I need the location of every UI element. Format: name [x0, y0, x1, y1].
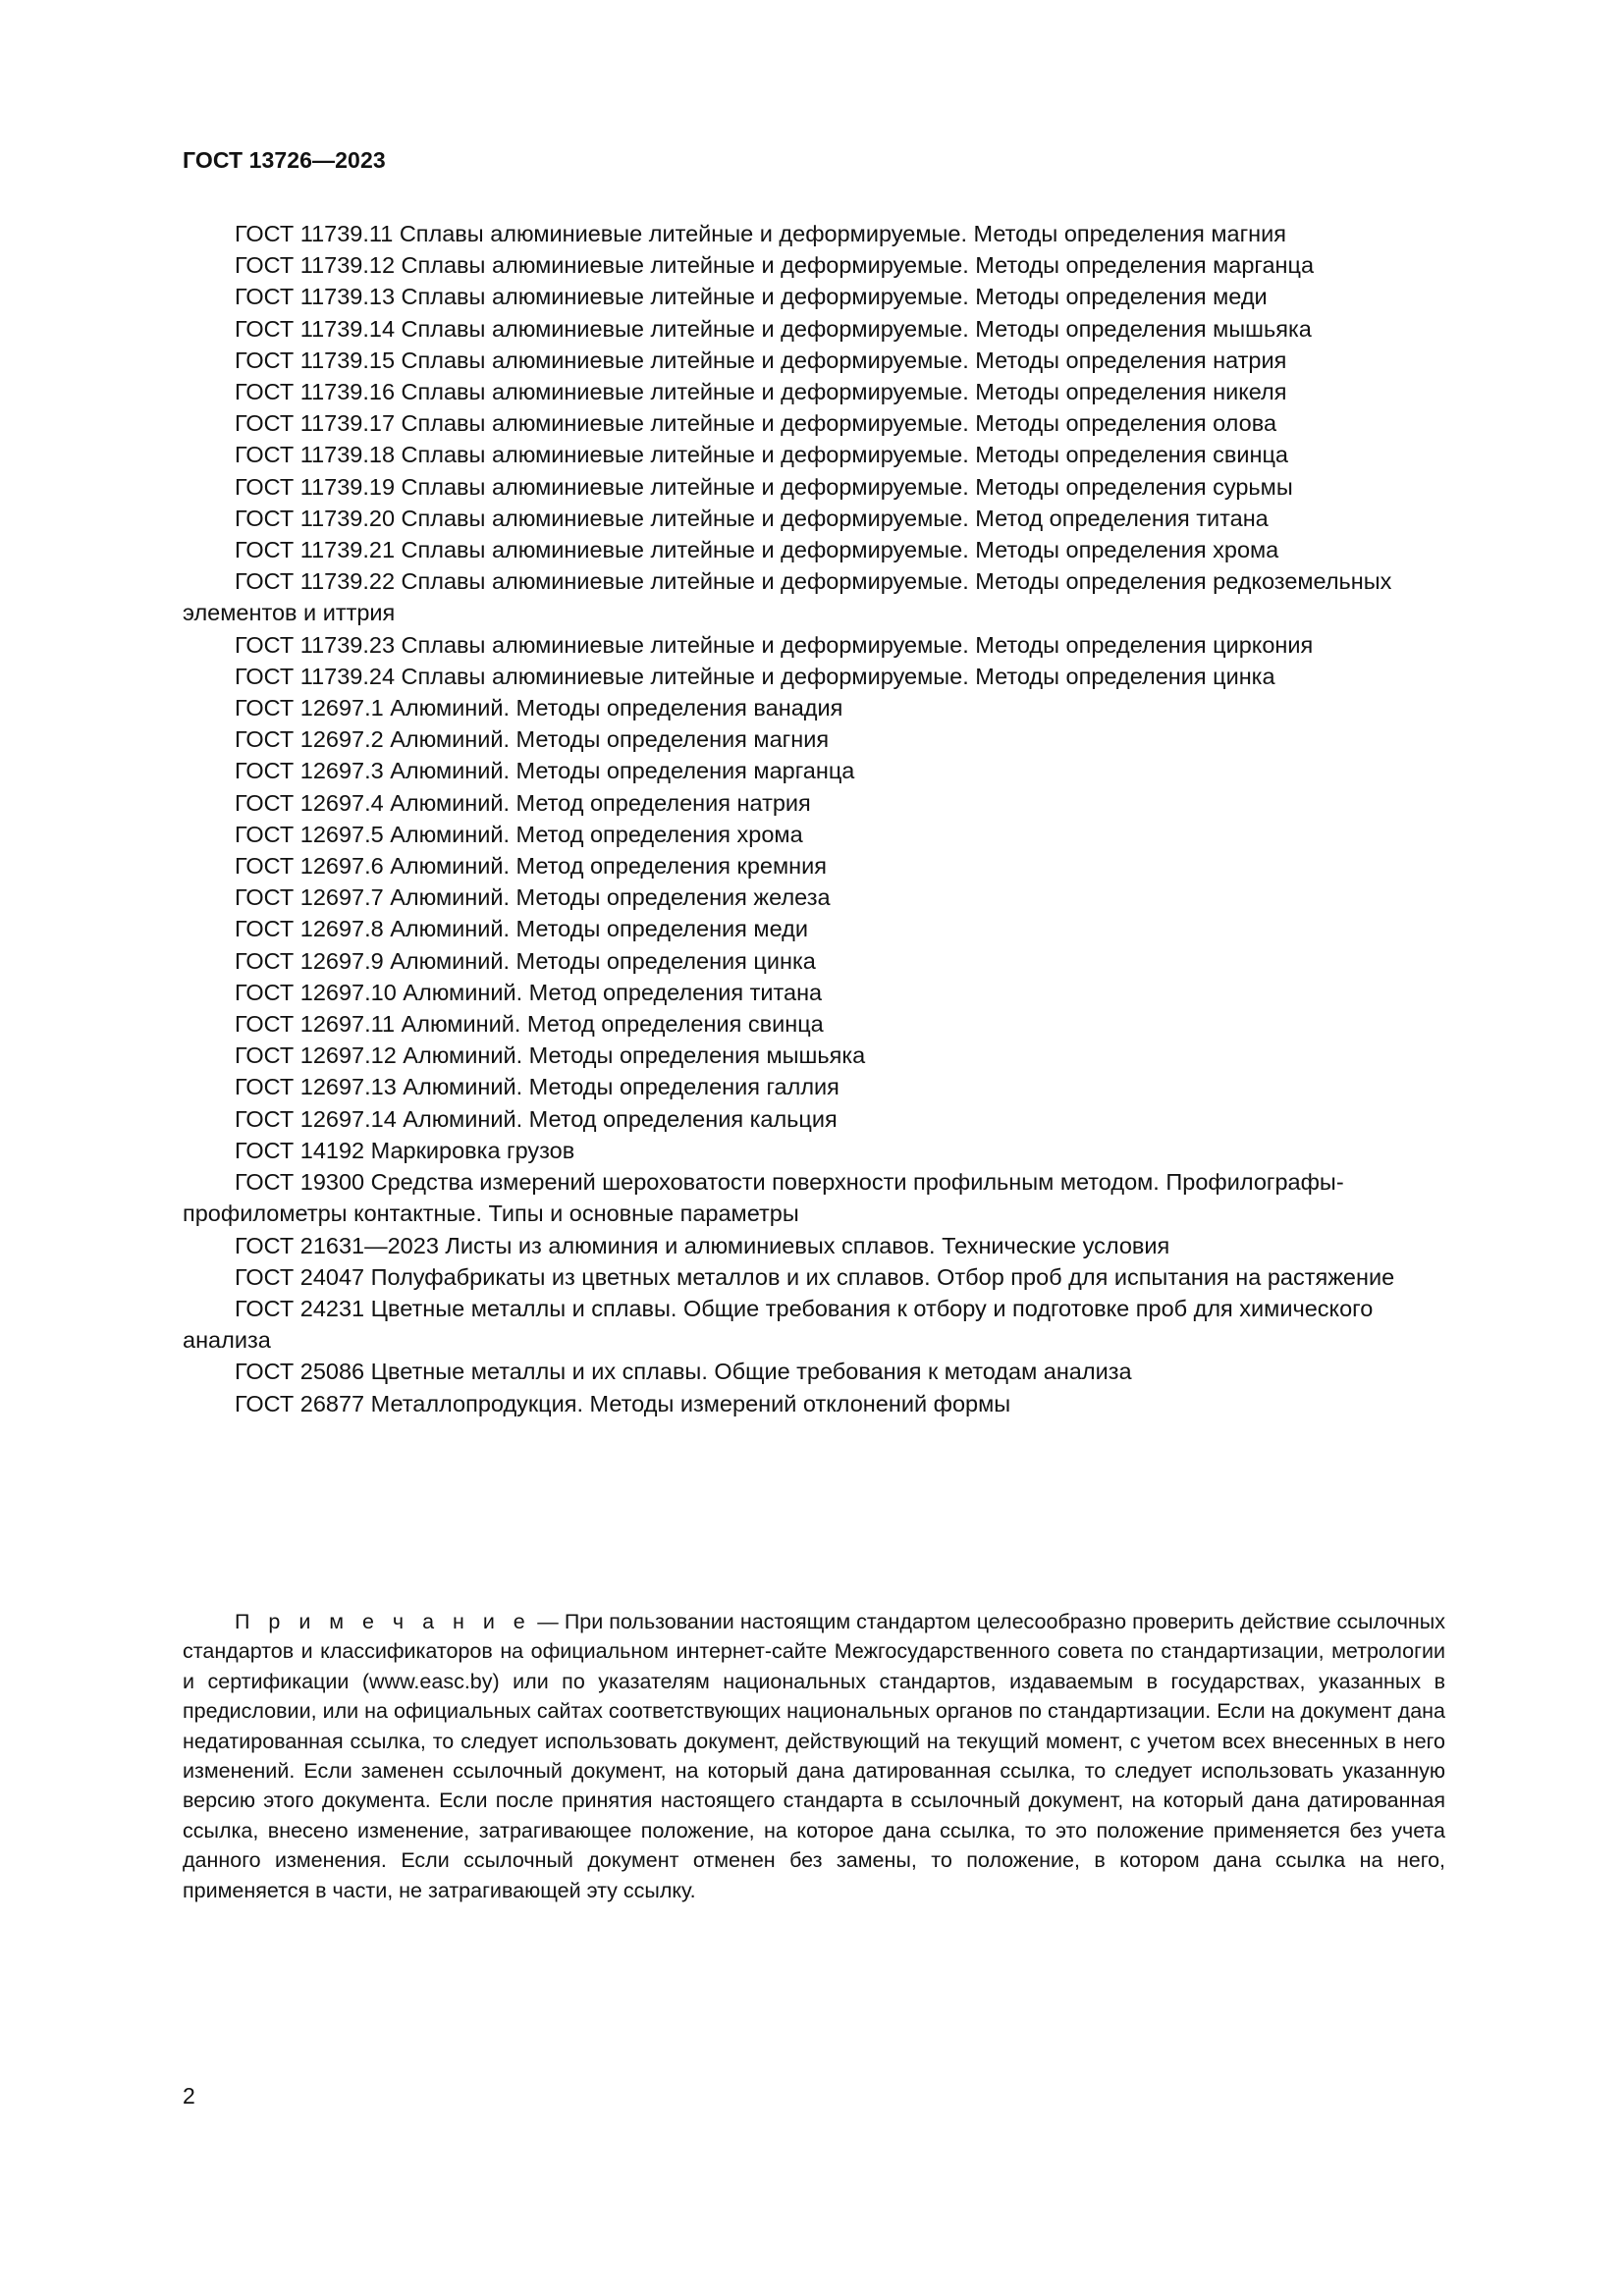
reference-item: ГОСТ 12697.11 Алюминий. Метод определения свинца — [235, 1011, 824, 1038]
reference-item: ГОСТ 11739.17 Сплавы алюминиевые литейные и деформируемые. Методы определения олова — [235, 410, 1277, 437]
reference-item: ГОСТ 12697.8 Алюминий. Методы определения меди — [235, 916, 808, 942]
reference-item: ГОСТ 12697.2 Алюминий. Методы определения магния — [235, 726, 830, 753]
note-body: При пользовании настоящим стандартом целесообразно проверить действие ссылочных стандартов и классификаторов на официальном интернет-сайте Межгосударственного совета по стандартизации, метрологии и сертификации (www.easc.by) или по указателям национальных стандартов, издаваемым в государствах, указанных в предисловии, или на официальных сайтах соответствующих национальных органов по стандартизации. Если на документ дана недатированная ссылка, то следует использовать документ, действующий на текущий момент, с учетом всех внесенных в него изменений. Если заменен ссылочный документ, на который дана датированная ссылка, то следует использовать указанную версию этого документа. Если после принятия настоящего стандарта в ссылочный документ, на который дана датированная ссылка, внесено изменение, затрагивающее положение, на которое дана ссылка, то это положение применяется без учета данного изменения. Если ссылочный документ отменен без замены, то положение, в котором дана ссылка на него, применяется в части, не затрагивающей эту ссылку. — [183, 1610, 1446, 1902]
reference-item: ГОСТ 12697.10 Алюминий. Метод определения титана — [235, 979, 823, 1005]
normative-references-list — [183, 218, 1445, 1419]
reference-item: ГОСТ 12697.7 Алюминий. Методы определения железа — [235, 884, 831, 911]
note-label: П р и м е ч а н и е — [235, 1610, 532, 1633]
page-number: 2 — [183, 2083, 195, 2109]
reference-item: ГОСТ 24231 Цветные металлы и сплавы. Общие требования к отбору и подготовке проб для химического анализа — [183, 1295, 1374, 1354]
reference-item: ГОСТ 25086 Цветные металлы и их сплавы. Общие требования к методам анализа — [235, 1359, 1132, 1385]
reference-item: ГОСТ 26877 Металлопродукция. Методы измерений отклонений формы — [235, 1390, 1011, 1416]
reference-item: ГОСТ 11739.21 Сплавы алюминиевые литейные и деформируемые. Методы определения хрома — [235, 537, 1279, 563]
reference-item: ГОСТ 12697.3 Алюминий. Методы определения марганца — [235, 758, 855, 784]
reference-item: ГОСТ 11739.15 Сплавы алюминиевые литейные и деформируемые. Методы определения натрия — [235, 347, 1287, 373]
reference-item: ГОСТ 11739.16 Сплавы алюминиевые литейные и деформируемые. Методы определения никеля — [235, 379, 1287, 405]
reference-item: ГОСТ 12697.6 Алюминий. Метод определения кремния — [235, 853, 827, 880]
reference-item: ГОСТ 11739.20 Сплавы алюминиевые литейные и деформируемые. Метод определения титана — [235, 505, 1269, 531]
reference-item: ГОСТ 12697.14 Алюминий. Метод определения кальция — [235, 1105, 838, 1132]
reference-item: ГОСТ 24047 Полуфабрикаты из цветных металлов и их сплавов. Отбор проб для испытания на растяжение — [235, 1263, 1395, 1290]
reference-item: ГОСТ 11739.22 Сплавы алюминиевые литейные и деформируемые. Методы определения редкоземельных элементов и иттрия — [183, 568, 1392, 626]
reference-item: ГОСТ 12697.5 Алюминий. Метод определения хрома — [235, 821, 803, 847]
reference-item: ГОСТ 19300 Средства измерений шероховатости поверхности профильным методом. Профилографы-профилометры контактные. Типы и основные параметры — [183, 1169, 1344, 1227]
note-dash: — — [531, 1610, 565, 1633]
reference-item: ГОСТ 11739.13 Сплавы алюминиевые литейные и деформируемые. Методы определения меди — [235, 284, 1268, 310]
reference-item: ГОСТ 12697.9 Алюминий. Методы определения цинка — [235, 947, 816, 974]
reference-item: ГОСТ 14192 Маркировка грузов — [235, 1137, 575, 1163]
reference-item: ГОСТ 11739.18 Сплавы алюминиевые литейные и деформируемые. Методы определения свинца — [235, 442, 1288, 468]
reference-item: ГОСТ 12697.12 Алюминий. Методы определения мышьяка — [235, 1042, 866, 1069]
reference-item: ГОСТ 11739.19 Сплавы алюминиевые литейные и деформируемые. Методы определения сурьмы — [235, 473, 1293, 500]
reference-item: ГОСТ 12697.13 Алюминий. Методы определения галлия — [235, 1074, 839, 1100]
reference-item: ГОСТ 11739.12 Сплавы алюминиевые литейные и деформируемые. Методы определения марганца — [235, 252, 1315, 279]
running-header: ГОСТ 13726—2023 — [183, 147, 386, 173]
reference-item: ГОСТ 21631—2023 Листы из алюминия и алюминиевых сплавов. Технические условия — [235, 1232, 1170, 1258]
reference-item: ГОСТ 11739.23 Сплавы алюминиевые литейные и деформируемые. Методы определения циркония — [235, 631, 1314, 658]
reference-item: ГОСТ 11739.11 Сплавы алюминиевые литейные и деформируемые. Методы определения магния — [235, 221, 1287, 246]
reference-item: ГОСТ 11739.14 Сплавы алюминиевые литейные и деформируемые. Методы определения мышьяка — [235, 315, 1312, 342]
reference-item: ГОСТ 12697.4 Алюминий. Метод определения натрия — [235, 789, 811, 816]
reference-item: ГОСТ 12697.1 Алюминий. Методы определения ванадия — [235, 695, 843, 721]
reference-item: ГОСТ 11739.24 Сплавы алюминиевые литейные и деформируемые. Методы определения цинка — [235, 663, 1275, 689]
note-paragraph — [183, 1607, 1445, 1905]
